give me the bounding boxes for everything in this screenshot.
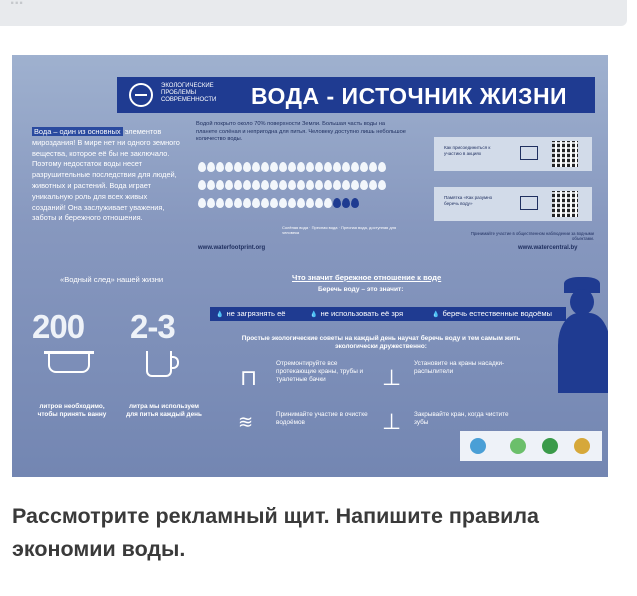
poster-image <box>12 55 608 477</box>
water-drop-icon <box>207 198 215 208</box>
water-drop-icon <box>315 180 323 190</box>
water-drop-icon <box>306 162 314 172</box>
water-drop-icon <box>234 180 242 190</box>
water-drop-icon <box>198 162 206 172</box>
card-text: Как присоединиться к участию в акциях <box>444 145 491 156</box>
intro-highlight: Вода – один из основных <box>34 127 121 136</box>
water-drop-icon <box>198 198 206 208</box>
water-drop-icon <box>351 180 359 190</box>
water-drop-icon <box>288 180 296 190</box>
bathtub-icon <box>48 353 90 373</box>
water-drop-icon <box>279 198 287 208</box>
water-drop-icon <box>288 162 296 172</box>
head-shape <box>570 289 594 315</box>
drop-legend: Солёная вода · Пресная вода · Пресная вода, доступная для человека <box>282 225 397 235</box>
water-drop-icon <box>288 198 296 208</box>
water-drop-icon <box>252 162 260 172</box>
waves-icon: ≋ <box>238 412 254 432</box>
partner-logos <box>460 431 602 461</box>
intro-text-block <box>32 127 180 224</box>
water-drop-icon <box>369 180 377 190</box>
water-drops-grid <box>198 162 394 216</box>
stat-2-3-caption: литра мы используем для питья каждый день <box>126 403 202 419</box>
question-text: Рассмотрите рекламный щит. Напишите правила экономии воды. <box>12 504 540 561</box>
top-bar-text <box>10 0 23 9</box>
water-drop-icon <box>378 162 386 172</box>
partner-logo <box>470 438 486 454</box>
water-drop-icon <box>243 180 251 190</box>
water-drop-icon <box>279 180 287 190</box>
water-drop-icon <box>324 180 332 190</box>
fact-text: Водой покрыто около 70% поверхности Земли. Большая часть воды на планете солёная и непригодна для питья. Человеку доступно лишь небольшое количество воды. <box>196 121 406 142</box>
water-drop-icon <box>324 162 332 172</box>
water-drop-icon <box>225 162 233 172</box>
tip-repair: Отремонтируйте все протекающие краны, трубы и туалетные бачки <box>276 360 364 384</box>
poster-title: ВОДА - ИСТОЧНИК ЖИЗНИ <box>251 83 568 109</box>
water-drop-icon <box>225 180 233 190</box>
logo-text: ЭКОЛОГИЧЕСКИЕ ПРОБЛЕМЫ СОВРЕМЕННОСТИ <box>161 83 217 103</box>
care-title: Что значит бережное отношение к воде <box>292 273 442 282</box>
water-drop-icon <box>351 162 359 172</box>
water-drop-icon <box>270 198 278 208</box>
water-drop-icon <box>225 198 233 208</box>
water-drop-icon <box>306 180 314 190</box>
water-drop-icon <box>261 198 269 208</box>
water-drop-icon <box>216 162 224 172</box>
info-card-memo <box>434 187 592 221</box>
water-drop-icon <box>261 180 269 190</box>
pipe-icon: ⊓ <box>240 365 258 390</box>
info-card-join <box>434 137 592 171</box>
laptop-icon <box>520 146 538 160</box>
cup-icon <box>146 351 172 377</box>
water-drop-icon <box>333 180 341 190</box>
qr-code-icon <box>552 141 578 167</box>
tip-nozzle: Установите на краны насадки-распылители <box>414 360 505 376</box>
water-drop-icon <box>342 180 350 190</box>
stat-200-caption: литров необходимо, чтобы принять ванну <box>37 403 107 419</box>
intro-text: элементов мироздания! В мире нет ни одного земного вещества, которое её бы не заключало. Поэтому недостаток воды несет разрушительные последствия для людей, животных и растений. Вода играет уникальную роль для всех живых созданий! Она заслуживает уважения, заботы и бережного отношения. <box>32 127 180 223</box>
faucet-icon: ⊥ <box>382 365 402 390</box>
water-drop-icon <box>360 180 368 190</box>
water-drop-icon <box>297 180 305 190</box>
tip-clean: Принимайте участие в очистке водоёмов <box>276 411 368 427</box>
water-drop-icon <box>378 180 386 190</box>
partner-logo <box>510 438 526 454</box>
water-drop-icon <box>243 198 251 208</box>
strip-item: 💧 не использовать её зря <box>310 309 403 318</box>
tips-title: Простые экологические советы на каждый день научат беречь воду и тем самым жить экологически дружественно: <box>241 335 521 351</box>
card-text: Памятка «Как разумно беречь воду» <box>444 195 493 206</box>
stat-2-3: 2-3 <box>130 308 175 345</box>
water-drop-icon <box>360 162 368 172</box>
strip-item: 💧 беречь естественные водоёмы <box>432 309 552 318</box>
partner-logo <box>542 438 558 454</box>
qr-code-icon <box>552 191 578 217</box>
water-drop-icon <box>342 162 350 172</box>
water-drop-icon <box>315 198 323 208</box>
water-drop-icon <box>324 198 332 208</box>
body-shape <box>558 313 608 393</box>
partner-logo <box>574 438 590 454</box>
water-drop-icon <box>342 198 350 208</box>
top-bar <box>0 0 627 26</box>
site-left: www.waterfootprint.org <box>198 245 266 251</box>
tap-icon: ⊥ <box>382 409 402 434</box>
globe-icon <box>129 83 153 107</box>
care-strip <box>210 307 566 321</box>
water-drop-icon <box>252 180 260 190</box>
water-drop-icon <box>261 162 269 172</box>
water-drop-icon <box>207 162 215 172</box>
poster-header <box>117 77 595 113</box>
water-drop-icon <box>234 162 242 172</box>
drinking-person-illustration <box>552 273 608 393</box>
site-right: www.watercentral.by <box>518 245 578 251</box>
tip-close-tap: Закрывайте кран, когда чистите зубы <box>414 411 509 427</box>
water-drop-icon <box>297 198 305 208</box>
water-drop-icon <box>270 180 278 190</box>
footprint-title: «Водный след» нашей жизни <box>60 275 164 284</box>
book-icon <box>520 196 538 210</box>
water-drop-icon <box>234 198 242 208</box>
card-note: Принимайте участие в общественном наблюдении за водными объектами. <box>470 231 594 242</box>
strip-item: 💧 не загрязнять её <box>216 309 286 318</box>
water-drop-icon <box>279 162 287 172</box>
water-drop-icon <box>243 162 251 172</box>
water-drop-icon <box>198 180 206 190</box>
water-drop-icon <box>333 162 341 172</box>
water-drop-icon <box>351 198 359 208</box>
water-drop-icon <box>252 198 260 208</box>
care-subtitle: Беречь воду – это значит: <box>318 286 404 293</box>
water-drop-icon <box>270 162 278 172</box>
water-drop-icon <box>216 180 224 190</box>
water-drop-icon <box>207 180 215 190</box>
water-drop-icon <box>216 198 224 208</box>
water-drop-icon <box>369 162 377 172</box>
water-drop-icon <box>297 162 305 172</box>
water-drop-icon <box>306 198 314 208</box>
water-drop-icon <box>315 162 323 172</box>
stat-200: 200 <box>32 308 85 345</box>
water-drop-icon <box>333 198 341 208</box>
